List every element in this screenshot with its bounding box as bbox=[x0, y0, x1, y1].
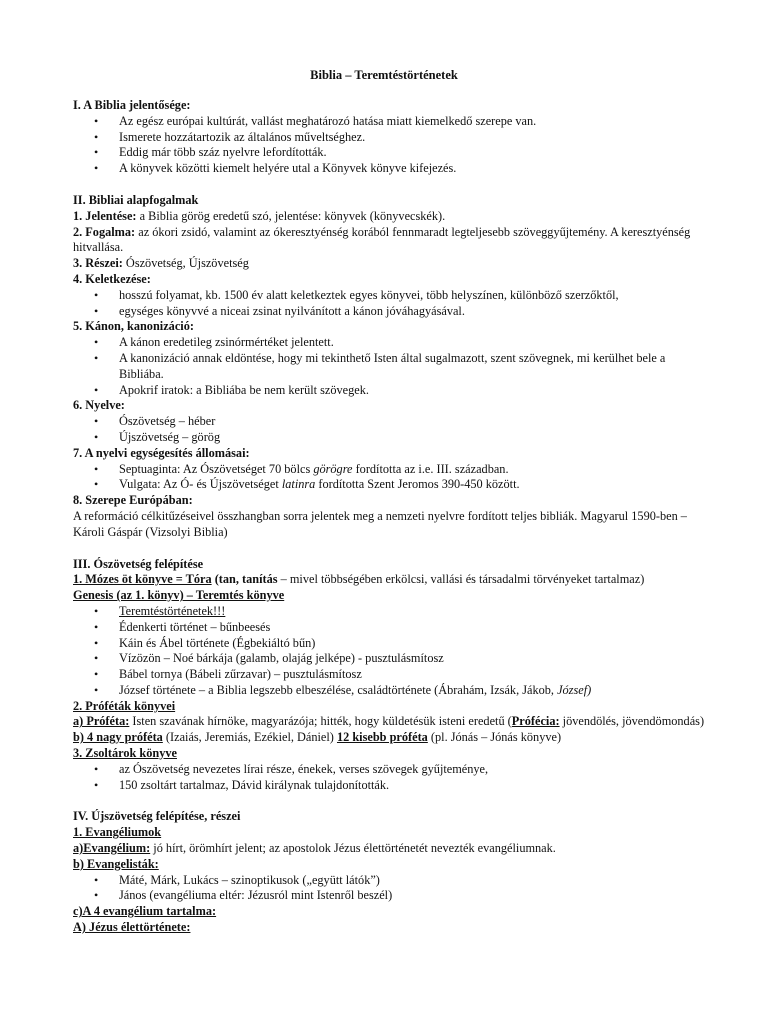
paragraph bbox=[73, 209, 713, 225]
term-text: (pl. Jónás – Jónás könyve) bbox=[427, 730, 562, 745]
list-item bbox=[73, 604, 713, 620]
term-label: a)Evangélium: bbox=[73, 841, 151, 856]
list-item: • A kánon eredetileg zsinórmértéket jelentett. bbox=[73, 335, 713, 351]
term-label: 12 kisebb próféta bbox=[336, 730, 428, 745]
term-label: 3. Részei: bbox=[73, 256, 123, 271]
bullet-list bbox=[73, 762, 713, 794]
section-heading: IV. Újszövetség felépítése, részei bbox=[73, 809, 241, 824]
bullet-list bbox=[73, 604, 713, 699]
term-text: jó hírt, örömhírt jelent; az apostolok Jézus élettörténetét nevezték evangéliumnak. bbox=[150, 841, 556, 856]
list-item: • egységes könyvvé a niceai zsinat nyilvánított a kánon jóváhagyásával. bbox=[73, 304, 713, 320]
list-item: • Eddig már több száz nyelvre lefordították. bbox=[73, 145, 713, 161]
item-text: Septuaginta: Az Ószövetséget 70 bölcs bbox=[119, 461, 314, 476]
paragraph bbox=[73, 572, 713, 588]
term-label: 2. Fogalma: bbox=[73, 224, 136, 239]
bullet-list bbox=[73, 288, 713, 320]
term-label: a) Próféta: bbox=[73, 714, 130, 729]
paragraph bbox=[73, 841, 713, 857]
document-title: Biblia – Teremtéstörténetek bbox=[310, 68, 458, 82]
term-text: Ószövetség, Újszövetség bbox=[122, 256, 249, 271]
item-text: fordította Szent Jeromos 390-450 között. bbox=[315, 477, 520, 492]
term-label: 1. Jelentése: bbox=[73, 208, 137, 223]
subheading: b) Evangelisták: bbox=[73, 856, 159, 871]
list-item: • János (evangéliuma eltér: Jézusról mint Istenről beszél) bbox=[73, 888, 713, 904]
document-body bbox=[73, 98, 713, 936]
list-item: • Vízözön – Noé bárkája (galamb, olajág jelképe) - pusztulásmítosz bbox=[73, 651, 713, 667]
paragraph bbox=[73, 730, 713, 746]
list-item: • Káin és Ábel története (Égbekiáltó bűn) bbox=[73, 636, 713, 652]
list-item: • hosszú folyamat, kb. 1500 év alatt keletkeztek egyes könyvei, több helyszínen, különböző szerzőktől, bbox=[73, 288, 713, 304]
bullet-list bbox=[73, 335, 713, 398]
term-label: 1. Mózes öt könyve = Tóra bbox=[73, 572, 212, 587]
list-item: • Újszövetség – görög bbox=[73, 430, 713, 446]
section-heading: I. A Biblia jelentősége: bbox=[73, 98, 191, 112]
term-label: 8. Szerepe Európában: bbox=[73, 493, 193, 508]
subheading: A) Jézus élettörténete: bbox=[73, 920, 191, 935]
list-item: • Az egész európai kultúrát, vallást meghatározó hatása miatt kiemelkedő szerepe van. bbox=[73, 114, 713, 130]
list-item: • Máté, Márk, Lukács – szinoptikusok („együtt látók”) bbox=[73, 873, 713, 889]
list-item: • Ószövetség – héber bbox=[73, 414, 713, 430]
list-item: • Édenkerti történet – bűnbeesés bbox=[73, 620, 713, 636]
bullet-list bbox=[73, 462, 713, 494]
list-item bbox=[73, 683, 713, 699]
term-label: 5. Kánon, kanonizáció: bbox=[73, 319, 194, 334]
term-text: az ókori zsidó, valamint az ókeresztyénség korából fennmaradt legteljesebb szöveggyűjtemény. A keresztyénség hitvallása. bbox=[73, 224, 691, 255]
paragraph bbox=[73, 225, 713, 257]
item-emphasis: latinra bbox=[281, 477, 316, 492]
subheading: Genesis (az 1. könyv) – Teremtés könyve bbox=[73, 588, 285, 603]
item-emphasis: görögre bbox=[313, 461, 353, 476]
term-label: 6. Nyelve: bbox=[73, 398, 125, 413]
term-text: a Biblia görög eredetű szó, jelentése: könyvek (könyvecskék). bbox=[136, 208, 446, 223]
section-heading: III. Ószövetség felépítése bbox=[73, 556, 204, 571]
list-item: • Bábel tornya (Bábeli zűrzavar) – pusztulásmítosz bbox=[73, 667, 713, 683]
item-emphasis: József) bbox=[557, 682, 592, 697]
term-text: (Izaiás, Jeremiás, Ezékiel, Dániel) bbox=[162, 730, 337, 745]
term-label: Prófécia: bbox=[511, 714, 560, 729]
list-item: • 150 zsoltárt tartalmaz, Dávid királynak tulajdonították. bbox=[73, 778, 713, 794]
list-item bbox=[73, 477, 713, 493]
paragraph: A reformáció célkitűzéseivel összhangban sorra jelentek meg a nemzeti nyelvre fordított teljes bibliák. Magyarul 1590-ben – Károli Gáspár (Vizsolyi Biblia) bbox=[73, 508, 687, 539]
bullet-list bbox=[73, 414, 713, 446]
subheading: 3. Zsoltárok könyve bbox=[73, 746, 177, 761]
item-text: fordította az i.e. III. században. bbox=[352, 461, 509, 476]
bullet-list bbox=[73, 114, 713, 177]
subheading: 1. Evangéliumok bbox=[73, 825, 162, 840]
list-item: • A könyvek közötti kiemelt helyére utal a Könyvek könyve kifejezés. bbox=[73, 161, 713, 177]
list-item bbox=[73, 462, 713, 478]
item-text: Teremtéstörténetek!!! bbox=[119, 603, 226, 618]
subheading: c)A 4 evangélium tartalma: bbox=[73, 904, 217, 919]
item-text: József története – a Biblia legszebb elbeszélése, családtörténete (Ábrahám, Izsák, Jákob, bbox=[119, 682, 558, 697]
term-label: 4. Keletkezése: bbox=[73, 271, 151, 286]
term-label: b) 4 nagy próféta bbox=[73, 730, 163, 745]
list-item: • Apokrif iratok: a Bibliába be nem került szövegek. bbox=[73, 383, 713, 399]
list-item: • Ismerete hozzátartozik az általános műveltséghez. bbox=[73, 130, 713, 146]
list-item: • az Ószövetség nevezetes lírai része, énekek, verses szövegek gyűjteménye, bbox=[73, 762, 713, 778]
term-text: jövendölés, jövendömondás) bbox=[559, 714, 705, 729]
item-text: Vulgata: Az Ó- és Újszövetséget bbox=[119, 477, 282, 492]
term-label: (tan, tanítás bbox=[211, 572, 278, 587]
term-text: Isten szavának hírnöke, magyarázója; hitték, hogy küldetésük isteni eredetű ( bbox=[129, 714, 512, 729]
section-heading: II. Bibliai alapfogalmak bbox=[73, 192, 199, 207]
subheading: 2. Próféták könyvei bbox=[73, 698, 176, 713]
paragraph bbox=[73, 256, 713, 272]
term-label: 7. A nyelvi egységesítés állomásai: bbox=[73, 445, 250, 460]
list-item: • A kanonizáció annak eldöntése, hogy mi tekinthető Isten által sugalmazott, szent szövegnek, mi kerülhet bele a Bibliába. bbox=[73, 351, 713, 383]
term-text: – mivel többségében erkölcsi, vallási és társadalmi törvényeket tartalmaz) bbox=[277, 572, 645, 587]
bullet-list bbox=[73, 873, 713, 905]
paragraph bbox=[73, 714, 713, 730]
